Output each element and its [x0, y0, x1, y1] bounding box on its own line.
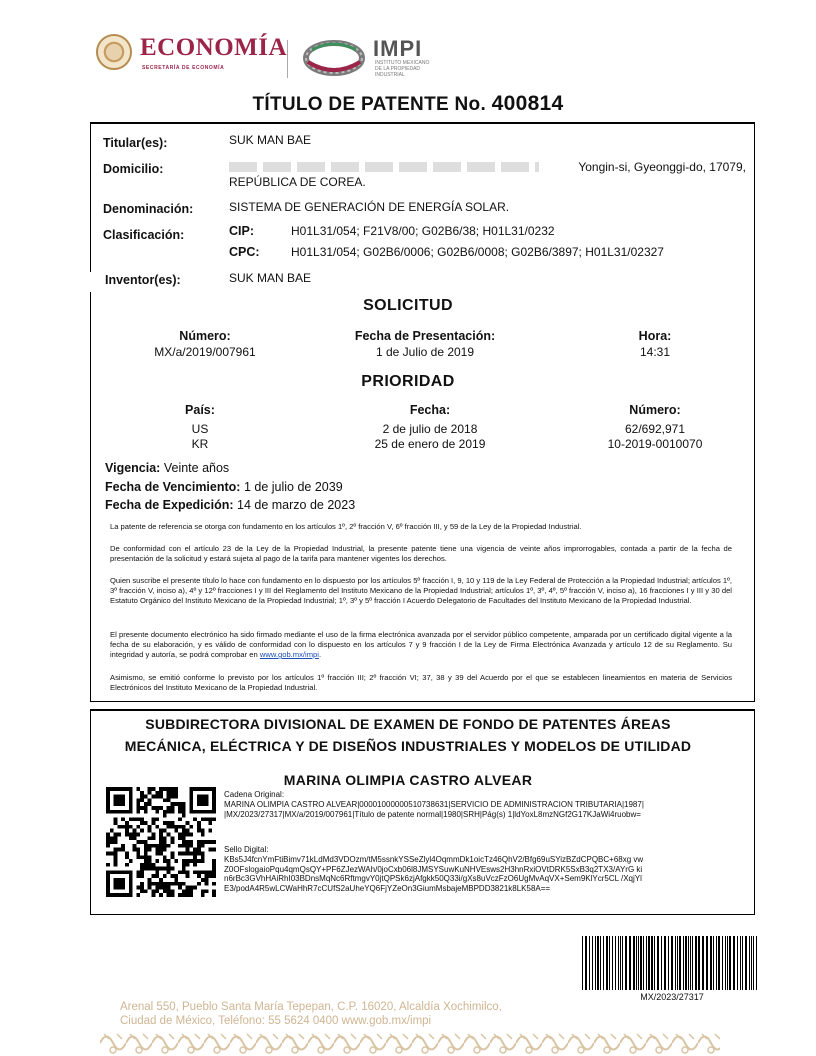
vigencia-label: Vigencia: [105, 461, 161, 475]
legal-paragraph-3: Quien suscribe el presente título lo hace con fundamento en lo dispuesto por los artículos 5º fracción I, 9, 10 y 119 de la Ley Federal de Protección a la Propiedad Industrial; artículos 1º, 3º fracción V, inciso a), 4º y 12º fracciones I y III del Reglamento del Instituto Mexicano de la Propiedad Industrial; artículos 1º, 3º, 4º, 5º fracción V, inciso a), 16 fracciones I y III y 30 del Estatuto Orgánico del Instituto Mexicano de la Propiedad Industrial; 1º, 3º y 5º fracción I Acuerdo Delegatorio de Facultades del Instituto Mexicano de la Propiedad Industrial. [110, 576, 732, 605]
signature-frame-top-border [91, 709, 754, 711]
prioridad-heading: PRIORIDAD [361, 373, 455, 390]
prioridad-row-pais: US [191, 422, 209, 436]
vencimiento-label: Fecha de Vencimiento: [105, 480, 241, 494]
expedicion-label: Fecha de Expedición: [105, 498, 234, 512]
mexico-seal-icon [96, 34, 132, 70]
solicitud-numero-label: Número: [179, 329, 231, 343]
sello-label: Sello Digital: [224, 845, 269, 854]
denominacion-value: SISTEMA DE GENERACIÓN DE ENERGÍA SOLAR. [229, 200, 510, 214]
barcode-text: MX/2023/27317 [640, 992, 704, 1002]
footer-address [120, 1000, 600, 1028]
legal-paragraph-4-text: El presente documento electrónico ha sido firmado mediante el uso de la firma electrónica avanzada por el servidor público competente, amparada por un certificado digital vigente a la fecha de su elaboración, y es válido de conformidad con lo dispuesto en los artículos 7 y 9 fracción I de la Ley de Firma Electrónica Avanzada y artículo 12 de su Reglamento. Su integridad y autoría, se podrá comprobar en [110, 630, 732, 659]
impi-logo-icon [302, 38, 366, 78]
cpc-label: CPC: [229, 245, 260, 259]
economia-logo-subtitle: SECRETARÍA DE ECONOMÍA [142, 65, 225, 71]
sello-digital [224, 845, 644, 894]
legal-paragraph-5: Asimismo, se emitió conforme lo previsto por los artículos 1º fracción III; 2º fracción VI; 37, 38 y 39 del Acuerdo por el que se establecen lineamientos en materia de Servicios Electrónicos del Instituto Mexicano de la Propiedad Industrial. [110, 673, 732, 692]
frame-top-border [91, 122, 754, 124]
solicitud-fecha-label: Fecha de Presentación: [354, 329, 496, 343]
footer-address-line2: Ciudad de México, Teléfono: 55 5624 0400 www.gob.mx/impi [120, 1015, 432, 1027]
legal-paragraph-4 [110, 630, 732, 660]
prioridad-numero-label: Número: [629, 403, 681, 417]
footer-address-line1: Arenal 550, Pueblo Santa María Tepepan, C.P. 16020, Alcaldía Xochimilco, [120, 1001, 502, 1013]
qr-code [106, 787, 216, 897]
sello-value: KBs5J4fcnYmFtiBimv71kLdMd3VDOzm/tM5ssnkYSSeZlyl4OqmmDk1oicTz46QhV2/Bfg69uSYizBZdCPQBC+68xg vwZ0OFslogaioPqu4qmQsQY+PF6ZJezWAh/0joCxb06l8JMSYSuwKuNHVEsws2H3hnRxiOVtDRK5SxB3q2TX3/AYrG kin6rBc3GVhHAiRhI03BDnsMqNc6RftmgvY0jtQPSk6zjAfgkk50Q33i/gXs8uVczFzO6UgMvAqVX+Sem9KlYcr5CL /XqjYlE3/podA4R5wLCWaHhR7cCUfS2aUheYQ6FjYZeOn3GiumMsbajeMBPDD3821k8LK58A== [224, 854, 644, 894]
office-title-line1: SUBDIRECTORA DIVISIONAL DE EXAMEN DE FONDO DE PATENTES ÁREAS [145, 716, 671, 732]
impi-logo-text: IMPI [373, 36, 423, 61]
legal-paragraph-1: La patente de referencia se otorga con fundamento en los artículos 1º, 2º fracción V, 6º fracción III, y 59 de la Ley de la Propiedad Industrial. [110, 522, 582, 531]
titular-value: SUK MAN BAE [229, 133, 312, 147]
office-title [0, 713, 816, 757]
cip-label: CIP: [229, 224, 254, 238]
cpc-value: H01L31/054; G02B6/0006; G02B6/0008; G02B6/3897; H01L31/02327 [291, 245, 664, 259]
vencimiento-value: 1 de julio de 2039 [243, 480, 343, 494]
solicitud-numero-value: MX/a/2019/007961 [154, 345, 256, 359]
inventor-value: SUK MAN BAE [229, 271, 312, 285]
expedicion-value: 14 de marzo de 2023 [237, 498, 356, 512]
solicitud-fecha-value: 1 de Julio de 2019 [375, 345, 475, 359]
expedicion-line [105, 498, 355, 512]
legal-paragraph-2: De conformidad con el artículo 23 de la Ley de la Propiedad Industrial, la presente patente tiene una vigencia de veinte años improrrogables, contada a partir de la fecha de presentación de la solicitud y estará sujeta al pago de la tarifa para mantener vigentes los derechos. [110, 544, 732, 563]
page-header [90, 28, 730, 83]
inventor-label: Inventor(es): [105, 273, 181, 287]
patent-number: 400814 [491, 92, 564, 115]
prioridad-fecha-label: Fecha: [409, 403, 451, 417]
solicitud-hora-label: Hora: [638, 329, 672, 343]
impi-logo-subtitle: INSTITUTO MEXICANO DE LA PROPIEDAD INDUSTRIAL [375, 60, 430, 78]
barcode [580, 936, 760, 990]
prioridad-pais-label: País: [185, 403, 215, 417]
qr-code-modules [106, 787, 216, 897]
prioridad-row-fecha: 2 de julio de 2018 [382, 422, 478, 436]
denominacion-label: Denominación: [103, 202, 194, 216]
solicitud-heading: SOLICITUD [363, 297, 453, 314]
domicilio-redacted [229, 162, 539, 172]
cadena-value: MARINA OLIMPIA CASTRO ALVEAR|00001000000510738631|SERVICIO DE ADMINISTRACION TRIBUTARIA|1987||MX/2023/27317|MX/a/2019/007961|Título de patente normal|1980|SRH|Pág(s) 1|ldYoxL8mzNGf2G17KJaWi4ruobw= [224, 799, 644, 819]
barcode-bars [582, 936, 757, 990]
frame-border-gap [89, 272, 95, 292]
footer-decorative-band [100, 1030, 720, 1056]
office-title-line2: MECÁNICA, ELÉCTRICA Y DE DISEÑOS INDUSTRIALES Y MODELOS DE UTILIDAD [124, 738, 692, 754]
vigencia-line [105, 461, 229, 475]
prioridad-row-fecha: 25 de enero de 2019 [374, 437, 486, 451]
titular-label: Titular(es): [103, 136, 168, 150]
prioridad-row-numero: 10-2019-0010070 [607, 437, 703, 451]
cadena-original [224, 790, 644, 819]
vencimiento-line [105, 480, 343, 494]
patent-title-prefix: TÍTULO DE PATENTE No. [252, 94, 487, 115]
prioridad-row-numero: 62/692,971 [624, 422, 686, 436]
vigencia-value: Veinte años [163, 461, 230, 475]
domicilio-label: Domicilio: [103, 162, 164, 176]
gob-impi-link[interactable]: www.gob.mx/impi [259, 650, 319, 659]
domicilio-value-line1: Yongin-si, Gyeonggi-do, 17079, [578, 160, 746, 174]
prioridad-row-pais: KR [191, 437, 209, 451]
legal-period: . [318, 650, 322, 659]
header-divider [287, 40, 288, 78]
signer-name: MARINA OLIMPIA CASTRO ALVEAR [283, 772, 533, 788]
cip-value: H01L31/054; F21V8/00; G02B6/38; H01L31/0232 [291, 224, 555, 238]
solicitud-hora-value: 14:31 [639, 345, 671, 359]
patent-title [0, 92, 816, 116]
domicilio-value-line2: REPÚBLICA DE COREA. [229, 175, 366, 189]
cadena-label: Cadena Original: [224, 790, 285, 799]
economia-logo-text: ECONOMÍA [140, 34, 288, 61]
clasificacion-label: Clasificación: [103, 228, 185, 242]
